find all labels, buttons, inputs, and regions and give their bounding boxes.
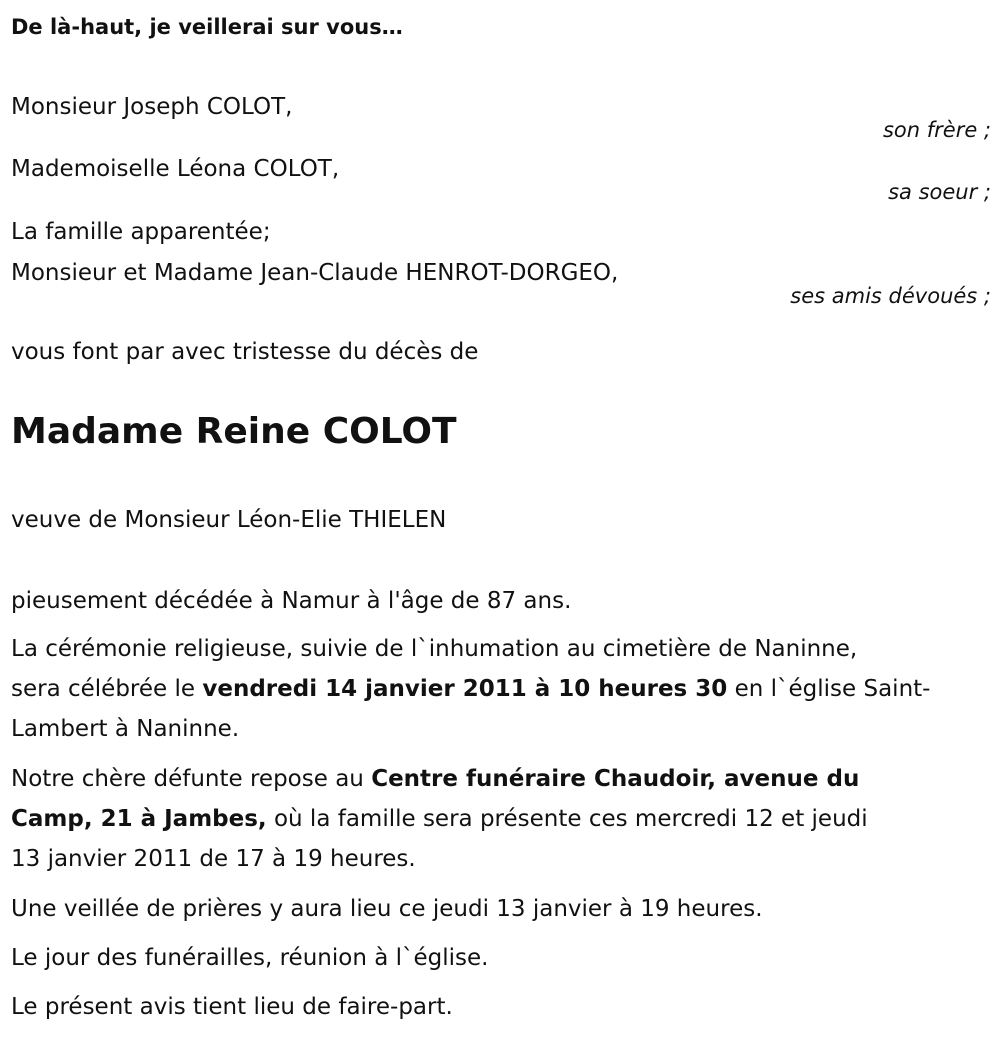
funeral-home: Centre funéraire Chaudoir, avenue du xyxy=(371,766,860,792)
vigil: Une veillée de prières y aura lieu ce jeudi 13 janvier à 19 heures. xyxy=(11,896,763,922)
ceremony-date: vendredi 14 janvier 2011 à 10 heures 30 xyxy=(202,676,728,702)
notice: Le présent avis tient lieu de faire-part. xyxy=(11,994,453,1020)
ceremony-place: en l`église Saint- xyxy=(727,676,931,702)
relation-sister: sa soeur ; xyxy=(888,180,991,204)
announcement: vous font par avec tristesse du décès de xyxy=(11,339,479,365)
relation-brother: son frère ; xyxy=(882,118,991,142)
ceremony-line-2 xyxy=(11,669,991,709)
rest-paragraph xyxy=(11,759,991,879)
funeral-home-address: Camp, 21 à Jambes, xyxy=(11,806,267,832)
family-member-brother: Monsieur Joseph COLOT, xyxy=(11,94,293,120)
ceremony-paragraph xyxy=(11,629,991,749)
widow-of: veuve de Monsieur Léon-Elie THIELEN xyxy=(11,507,447,533)
rest-line-3: 13 janvier 2011 de 17 à 19 heures. xyxy=(11,846,416,872)
death-note: pieusement décédée à Namur à l'âge de 87 ans. xyxy=(11,588,572,614)
obituary-notice xyxy=(11,0,991,1042)
relation-friends: ses amis dévoués ; xyxy=(790,284,991,308)
ceremony-line-3: Lambert à Naninne. xyxy=(11,716,240,742)
funeral-day: Le jour des funérailles, réunion à l`église. xyxy=(11,945,489,971)
rest-text: Notre chère défunte repose au xyxy=(11,766,372,792)
rest-line-2 xyxy=(11,799,991,839)
family-relatives: La famille apparentée; xyxy=(11,219,271,245)
family-member-sister: Mademoiselle Léona COLOT, xyxy=(11,156,340,182)
family-member-friends: Monsieur et Madame Jean-Claude HENROT-DORGEO, xyxy=(11,260,619,286)
rest-line-1 xyxy=(11,759,991,799)
ceremony-line-1: La cérémonie religieuse, suivie de l`inhumation au cimetière de Naninne, xyxy=(11,636,858,662)
ceremony-text: sera célébrée le xyxy=(11,676,203,702)
rest-visiting: où la famille sera présente ces mercredi 12 et jeudi xyxy=(266,806,868,832)
motto: De là-haut, je veillerai sur vous… xyxy=(11,15,403,39)
deceased-name: Madame Reine COLOT xyxy=(11,411,457,452)
